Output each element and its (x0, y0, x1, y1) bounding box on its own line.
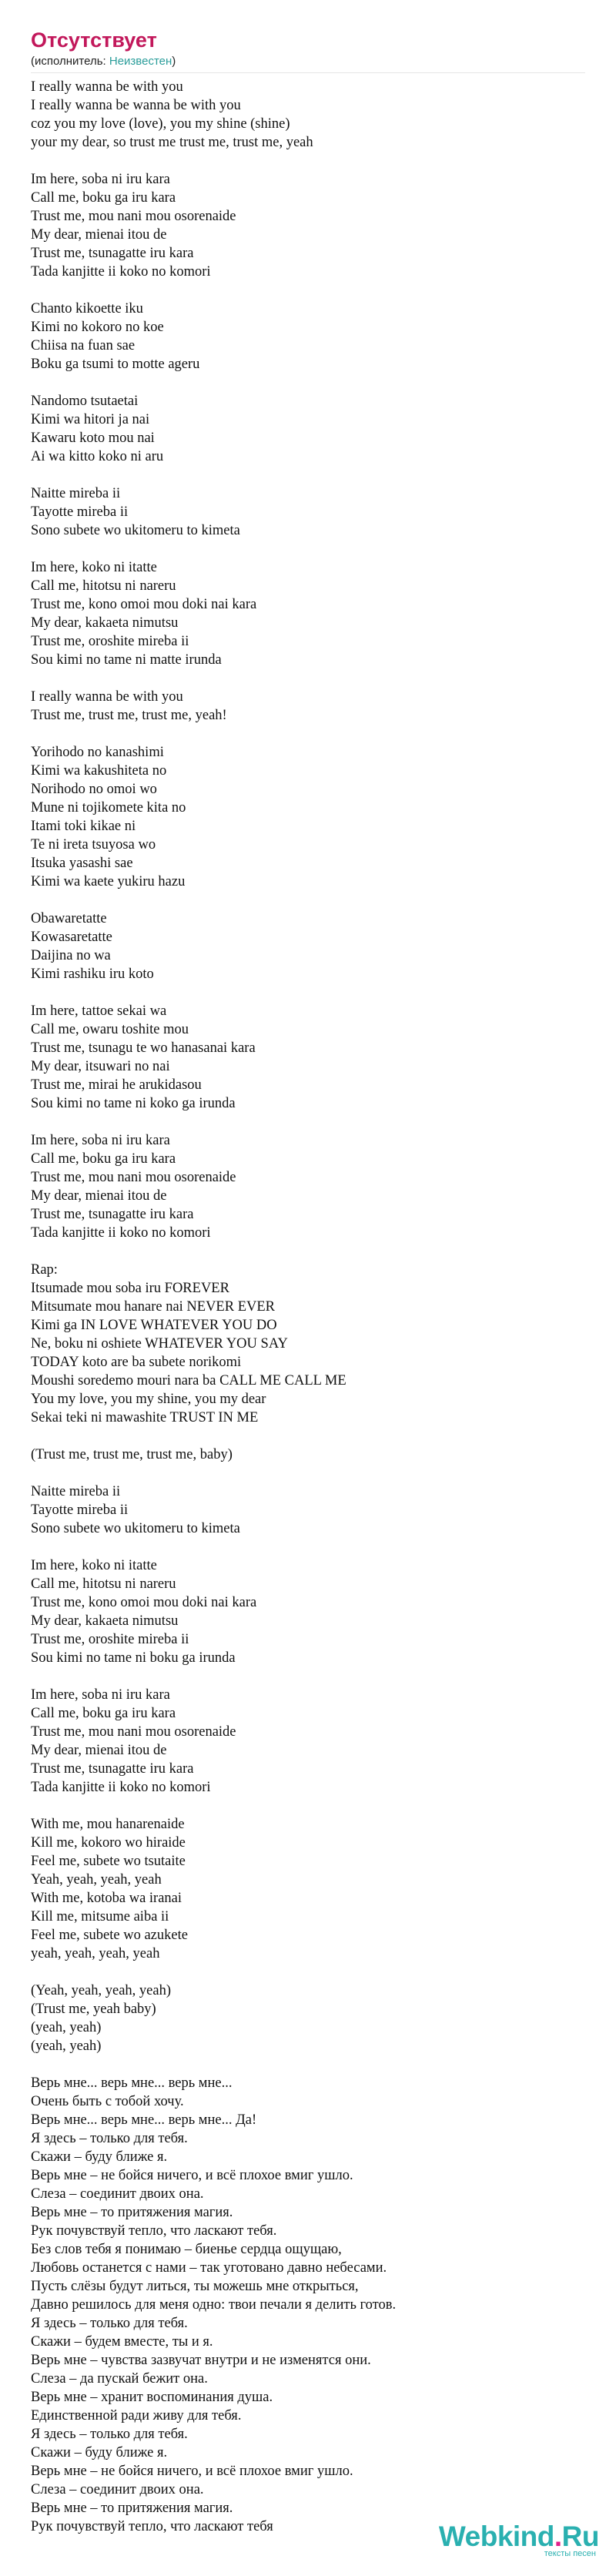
lyric-line: Nandomo tsutaetai (31, 394, 139, 409)
lyric-line: Верь мне – не бойся ничего, и всё плохое вмиг ушло. (31, 2464, 353, 2479)
lyric-line: Feel me, subete wo tsutaite (31, 1854, 186, 1869)
stanza-break (31, 1667, 585, 1686)
lyric-line: Moushi soredemo mouri nara ba CALL ME CALL ME (31, 1373, 346, 1388)
lyric-line: Sono subete wo ukitomeru to kimeta (31, 523, 240, 538)
lyric-line: Скажи – буду ближе я. (31, 2445, 168, 2460)
stanza-break (31, 1427, 585, 1445)
lyric-line: Trust me, trust me, trust me, yeah! (31, 708, 227, 723)
lyric-line: Верь мне – не бойся ничего, и всё плохое вмиг ушло. (31, 2168, 353, 2183)
stanza-break (31, 152, 585, 170)
lyric-line: Любовь останется с нами – так уготовано давно небесами. (31, 2260, 387, 2276)
lyric-line: Слеза – соединит двоих она. (31, 2482, 204, 2497)
lyric-line: Kill me, mitsume aiba ii (31, 1909, 169, 1924)
stanza-break (31, 1242, 585, 1261)
lyric-line: With me, kotoba wa iranai (31, 1891, 182, 1906)
lyric-line: Te ni ireta tsuyosa wo (31, 837, 156, 853)
lyric-line: Trust me, kono omoi mou doki nai kara (31, 597, 257, 612)
watermark-tld: Ru (561, 2521, 599, 2552)
stanza-break (31, 669, 585, 688)
lyric-line: Call me, boku ga iru kara (31, 1706, 176, 1721)
lyrics-body (31, 78, 585, 2536)
lyric-line: My dear, kakaeta nimutsu (31, 615, 179, 631)
lyric-line: Call me, hitotsu ni nareru (31, 1576, 176, 1592)
lyric-line: (yeah, yeah) (31, 2038, 102, 2054)
performer-prefix: (исполнитель: (31, 55, 109, 68)
lyric-line: Слеза – соединит двоих она. (31, 2186, 204, 2202)
lyric-line: Ai wa kitto koko ni aru (31, 449, 164, 464)
lyric-line: Trust me, oroshite mireba ii (31, 634, 189, 649)
performer-line (31, 54, 176, 69)
lyric-line: Kimi rashiku iru koto (31, 966, 154, 982)
lyric-line: Im here, soba ni iru kara (31, 172, 170, 187)
lyric-line: Call me, hitotsu ni nareru (31, 578, 176, 594)
lyric-line: Trust me, tsunagu te wo hanasanai kara (31, 1040, 256, 1056)
lyric-line: Naitte mireba ii (31, 486, 121, 501)
lyric-line: Yorihodo no kanashimi (31, 745, 164, 760)
lyric-line: Trust me, tsunagatte iru kara (31, 246, 194, 261)
stanza-break (31, 1464, 585, 1482)
lyric-line: Trust me, tsunagatte iru kara (31, 1207, 194, 1222)
performer-link[interactable]: Неизвестен (109, 55, 172, 68)
lyric-line: Itami toki kikae ni (31, 819, 136, 834)
site-watermark (439, 2521, 599, 2558)
performer-suffix: ) (172, 55, 176, 68)
stanza-break (31, 725, 585, 743)
song-title: Отсутствует (31, 28, 157, 52)
lyric-line: I really wanna be with you (31, 79, 183, 95)
lyric-line: (Yeah, yeah, yeah, yeah) (31, 1983, 172, 1998)
lyric-line: Chiisa na fuan sae (31, 338, 136, 353)
lyric-line: Единственной ради живу для тебя. (31, 2408, 242, 2424)
lyric-line: Feel me, subete wo azukete (31, 1928, 188, 1943)
lyric-line: Call me, boku ga iru kara (31, 190, 176, 206)
lyric-line: Kowasaretatte (31, 930, 112, 945)
lyric-line: Рук почувствуй тепло, что ласкают тебя (31, 2519, 273, 2534)
lyric-line: My dear, mienai itou de (31, 1743, 167, 1758)
lyric-line: My dear, mienai itou de (31, 1188, 167, 1204)
lyric-line: Верь мне – то притяжения магия. (31, 2501, 233, 2516)
lyric-line: Trust me, tsunagatte iru kara (31, 1761, 194, 1777)
lyric-line: My dear, mienai itou de (31, 227, 167, 243)
lyric-line: Trust me, kono omoi mou doki nai kara (31, 1595, 257, 1610)
stanza-break (31, 540, 585, 558)
lyric-line: Chanto kikoette iku (31, 301, 143, 317)
lyric-line: Itsumade mou soba iru FOREVER (31, 1281, 229, 1296)
header-divider (31, 72, 585, 73)
song-header (31, 28, 176, 69)
lyric-line: Верь мне... верь мне... верь мне... Да! (31, 2112, 257, 2128)
lyric-line: (yeah, yeah) (31, 2020, 102, 2035)
lyric-line: Давно решилось для меня одно: твои печали я делить готов. (31, 2297, 397, 2313)
watermark-dot: . (554, 2521, 562, 2552)
lyric-line: Itsuka yasashi sae (31, 856, 133, 871)
stanza-break (31, 2055, 585, 2074)
lyric-line: Пусть слёзы будут литься, ты можешь мне открыться, (31, 2279, 359, 2294)
lyric-line: Kimi no kokoro no koe (31, 320, 164, 335)
lyric-line: Tayotte mireba ii (31, 1502, 129, 1518)
lyric-line: Trust me, mou nani mou osorenaide (31, 1724, 236, 1740)
stanza-break (31, 374, 585, 392)
lyric-line: coz you my love (love), you my shine (shine) (31, 116, 290, 132)
stanza-break (31, 891, 585, 909)
lyric-line: Верь мне – чувства зазвучат внутри и не изменятся они. (31, 2353, 371, 2368)
stanza-break (31, 983, 585, 1002)
lyric-line: Kimi wa hitori ja nai (31, 412, 150, 427)
lyric-line: Слеза – да пускай бежит она. (31, 2371, 208, 2387)
lyric-line: I really wanna be wanna be with you (31, 98, 241, 113)
stanza-break (31, 1538, 585, 1556)
lyric-line: yeah, yeah, yeah, yeah (31, 1946, 160, 1961)
lyric-line: Call me, boku ga iru kara (31, 1151, 176, 1167)
lyric-line: Daijina no wa (31, 948, 111, 963)
lyric-line: Rap: (31, 1262, 58, 1278)
lyric-line: (Trust me, trust me, trust me, baby) (31, 1447, 233, 1462)
lyric-line: Kimi wa kakushiteta no (31, 763, 167, 779)
lyric-line: Sono subete wo ukitomeru to kimeta (31, 1521, 240, 1536)
lyric-line: My dear, itsuwari no nai (31, 1059, 170, 1074)
lyric-line: Trust me, mou nani mou osorenaide (31, 209, 236, 224)
lyric-line: I really wanna be with you (31, 689, 183, 705)
lyric-line: Mune ni tojikomete kita no (31, 800, 186, 816)
stanza-break (31, 281, 585, 300)
lyric-line: Я здесь – только для тебя. (31, 2131, 188, 2146)
lyric-line: Я здесь – только для тебя. (31, 2427, 188, 2442)
lyric-line: Ne, boku ni oshiete WHATEVER YOU SAY (31, 1336, 288, 1352)
stanza-break (31, 466, 585, 484)
lyric-line: your my dear, so trust me trust me, trust me, yeah (31, 135, 313, 150)
lyric-line: Tada kanjitte ii koko no komori (31, 1225, 211, 1241)
lyric-line: Очень быть с тобой хочу. (31, 2094, 184, 2109)
lyric-line: Boku ga tsumi to motte ageru (31, 357, 200, 372)
lyric-line: Sou kimi no tame ni boku ga irunda (31, 1650, 236, 1666)
watermark-brand: Webkind (438, 2521, 554, 2552)
lyric-line: Скажи – буду ближе я. (31, 2149, 168, 2165)
stanza-break (31, 1113, 585, 1131)
lyric-line: Yeah, yeah, yeah, yeah (31, 1872, 162, 1888)
lyric-line: Im here, koko ni itatte (31, 1558, 157, 1573)
lyric-line: Im here, tattoe sekai wa (31, 1003, 167, 1019)
lyric-line: Trust me, mou nani mou osorenaide (31, 1170, 236, 1185)
lyric-line: Trust me, oroshite mireba ii (31, 1632, 189, 1647)
lyric-line: Верь мне – хранит воспоминания душа. (31, 2390, 273, 2405)
lyric-line: Верь мне... верь мне... верь мне... (31, 2075, 233, 2091)
watermark-tagline: тексты песен (544, 2549, 596, 2558)
watermark-logo (439, 2521, 599, 2552)
lyric-line: Верь мне – то притяжения магия. (31, 2205, 233, 2220)
lyric-line: Tayotte mireba ii (31, 504, 129, 520)
lyric-line: Call me, owaru toshite mou (31, 1022, 189, 1037)
lyric-line: Naitte mireba ii (31, 1484, 121, 1499)
lyric-line: Mitsumate mou hanare nai NEVER EVER (31, 1299, 276, 1315)
lyric-line: Kimi ga IN LOVE WHATEVER YOU DO (31, 1318, 277, 1333)
lyric-line: You my love, you my shine, you my dear (31, 1392, 266, 1407)
lyric-line: Я здесь – только для тебя. (31, 2316, 188, 2331)
lyric-line: Tada kanjitte ii koko no komori (31, 1780, 211, 1795)
lyric-line: Sou kimi no tame ni koko ga irunda (31, 1096, 236, 1111)
lyric-line: Без слов тебя я понимаю – биенье сердца ощущаю, (31, 2242, 342, 2257)
lyric-line: Norihodo no omoi wo (31, 782, 157, 797)
stanza-break (31, 1797, 585, 1815)
lyric-line: Sou kimi no tame ni matte irunda (31, 652, 222, 668)
lyric-line: Tada kanjitte ii koko no komori (31, 264, 211, 280)
lyric-line: Im here, koko ni itatte (31, 560, 157, 575)
stanza-break (31, 1963, 585, 1981)
lyric-line: TODAY koto are ba subete norikomi (31, 1355, 242, 1370)
lyric-line: Trust me, mirai he arukidasou (31, 1077, 202, 1093)
lyric-line: Im here, soba ni iru kara (31, 1133, 170, 1148)
lyric-line: Sekai teki ni mawashite TRUST IN ME (31, 1410, 259, 1425)
lyric-line: Kimi wa kaete yukiru hazu (31, 874, 186, 889)
lyric-line: Obawaretatte (31, 911, 107, 926)
lyric-line: (Trust me, yeah baby) (31, 2002, 156, 2017)
lyric-line: My dear, kakaeta nimutsu (31, 1613, 179, 1629)
lyric-line: Рук почувствуй тепло, что ласкают тебя. (31, 2223, 277, 2239)
lyric-line: Im here, soba ni iru kara (31, 1687, 170, 1703)
lyric-line: Kill me, kokoro wo hiraide (31, 1835, 186, 1851)
lyric-line: With me, mou hanarenaide (31, 1817, 185, 1832)
lyric-line: Скажи – будем вместе, ты и я. (31, 2334, 213, 2350)
lyric-line: Kawaru koto mou nai (31, 430, 155, 446)
